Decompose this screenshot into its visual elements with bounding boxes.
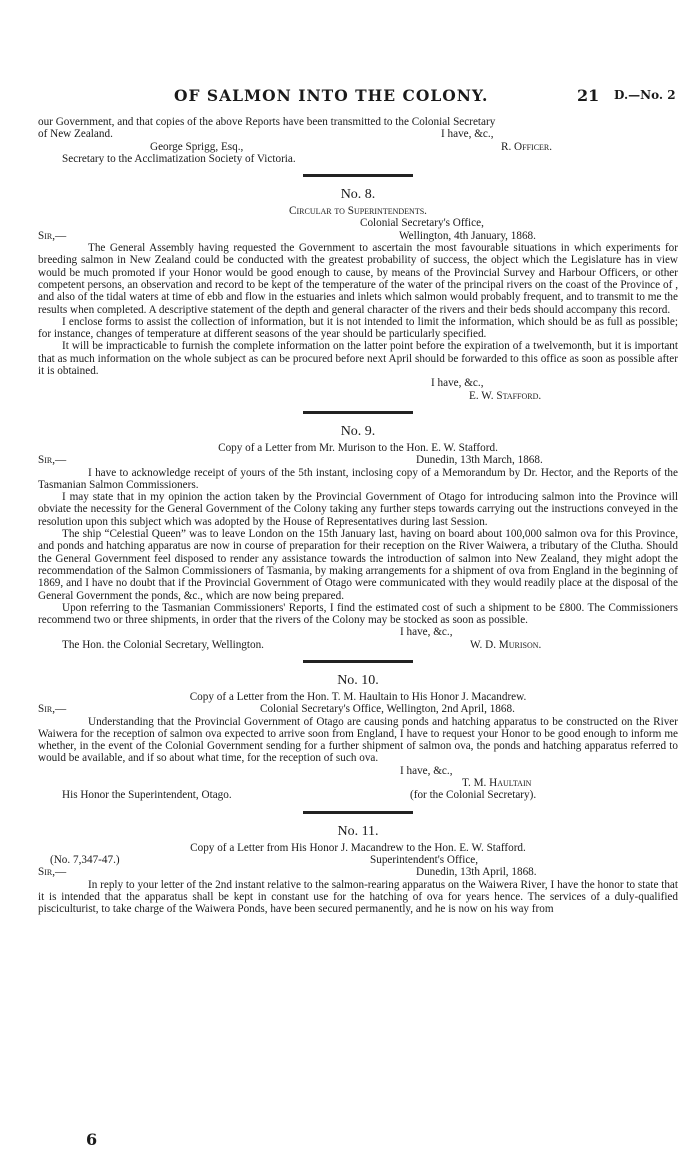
- section-divider: [303, 811, 413, 814]
- document-number: No. 10.: [337, 672, 379, 688]
- closing-row: [38, 639, 678, 651]
- printer-signature-mark: 6: [86, 1130, 98, 1149]
- office-line: Colonial Secretary's Office,: [360, 217, 484, 230]
- text-line: our Government, and that copies of the above Reports have been transmitted to the Colonial Secretary: [38, 116, 496, 128]
- text-line: of New Zealand.: [38, 128, 113, 141]
- paragraph: The General Assembly having requested the Government to ascertain the most favourable situations in which experiments for breeding salmon in New Zealand could be conducted with the greatest probability of success, the object which the Legislature has in view would be much promoted if your Honor would be good enough to cause, by means of the Provincial Survey and Harbour Officers, or other competent persons, an observation and record to be kept of the temperature of the water of the principal rivers on the coast of the Province of , and also of the tidal waters at time of ebb and flow in the estuaries and inlets which salmon would probably frequent, and to transmit to me the results when completed. A descriptive statement of the depth and general character of the rivers and their beds should accompany this record.: [38, 242, 678, 316]
- closing-row: [38, 777, 678, 789]
- document-title: Copy of a Letter from His Honor J. Macandrew to the Hon. E. W. Stafford.: [190, 841, 526, 854]
- closing-row: [38, 128, 678, 140]
- salutation: Sir,—: [38, 454, 67, 467]
- place-date: Wellington, 4th January, 1868.: [399, 229, 536, 242]
- signature: R. Officer.: [501, 140, 553, 153]
- paragraph: It will be impracticable to furnish the complete information on the latter point before the expiration of a twelvemonth, but it is important that as much information on the whole subject as can be procured before next April should be forwarded to this office as soon as possible after it is obtained.: [38, 340, 678, 378]
- document-number: No. 11.: [337, 823, 379, 839]
- closing-phrase: I have, &c.,: [431, 377, 484, 390]
- salutation: Sir,—: [38, 229, 67, 242]
- addressee: The Hon. the Colonial Secretary, Wellington.: [62, 638, 264, 651]
- salutation-row: [38, 703, 678, 715]
- closing-phrase: I have, &c.,: [400, 626, 453, 639]
- closing-phrase: I have, &c.,: [441, 128, 494, 141]
- place-date: Dunedin, 13th March, 1868.: [416, 454, 543, 467]
- closing-row: [38, 789, 678, 801]
- addressee: George Sprigg, Esq.,: [150, 140, 244, 153]
- page-header: [0, 86, 700, 110]
- paragraph: The ship “Celestial Queen” was to leave London on the 15th January last, having on board about 100,000 salmon ova for this Province, and ponds and hatching apparatus are now in course of preparation for their reception on the River Waiwera, a tributary of the Clutha. Should the General Government feel disposed to render any assistance towards the introduction of salmon into New Zealand, they might adopt the recommendation of the Salmon Commissioners of Tasmania, by making arrangements for a shipment of ova from England in the beginning of 1869, and I have no doubt that if the Provincial Government of Otago were communicated with they would readily place at the disposal of the General Government the ponds, &c., which are now being prepared.: [38, 528, 678, 602]
- signature: W. D. Murison.: [470, 638, 542, 651]
- reference-row: [38, 854, 678, 866]
- document-number: No. 8.: [340, 187, 376, 203]
- paragraph: I enclose forms to assist the collection of information, but it is not intended to limit the information, which should be as full as possible; for instance, changes of temperature at different seasons of the year should be particularly specified.: [38, 315, 678, 341]
- paragraph: I have to acknowledge receipt of yours of the 5th instant, inclosing copy of a Memorandum by Dr. Hector, and the Reports of the Tasmanian Salmon Commissioners.: [38, 466, 678, 491]
- salutation: Sir,—: [38, 866, 67, 879]
- page-number: 21: [577, 86, 600, 105]
- page-body: [38, 116, 678, 915]
- salutation-row: [38, 454, 678, 466]
- closing-row: [38, 626, 678, 638]
- place-date: Colonial Secretary's Office, Wellington, 2nd April, 1868.: [260, 703, 515, 716]
- running-title: OF SALMON INTO THE COLONY.: [174, 86, 489, 105]
- signature: E. W. Stafford.: [469, 389, 542, 402]
- section-divider: [303, 411, 413, 414]
- paragraph: In reply to your letter of the 2nd instant relative to the salmon-rearing apparatus on the Waiwera River, I have the honor to state that it is intended that the apparatus shall be kept in constant use for the hatching of ova for years hence. The services of a duly-qualified pisciculturist, to take charge of the Waiwera Ponds, have been secured permanently, and he is now on his way from: [38, 878, 678, 916]
- salutation-row: [38, 866, 678, 878]
- document-title: Copy of a Letter from the Hon. T. M. Haultain to His Honor J. Macandrew.: [189, 690, 527, 703]
- paragraph: Upon referring to the Tasmanian Commissioners' Reports, I find the estimated cost of such a shipment to be £800. The Commissioners recommend two or three shipments, in order that the rivers of the Colony may be stocked as soon as possible.: [38, 601, 678, 627]
- salutation-row: [38, 230, 678, 242]
- place-date: Dunedin, 13th April, 1868.: [416, 866, 537, 879]
- document-title: Circular to Superintendents.: [289, 205, 427, 218]
- section-divider: [303, 174, 413, 177]
- paragraph: Understanding that the Provincial Government of Otago are causing ponds and hatching apparatus to be constructed on the River Waiwera for the reception of salmon ova expected to arrive soon from England, I have to request your Honor to be good enough to inform me whether, in the event of the Colonial Government sending for a further shipment of salmon ova, the ponds and hatching apparatus referred to would be available, and if so about what time, for the reception of such ova.: [38, 715, 678, 765]
- closing-row: [38, 141, 678, 153]
- document-title: Copy of a Letter from Mr. Murison to the Hon. E. W. Stafford.: [218, 441, 498, 454]
- signer-note: (for the Colonial Secretary).: [410, 789, 537, 802]
- document-number: No. 9.: [340, 423, 376, 439]
- addressee: His Honor the Superintendent, Otago.: [62, 789, 232, 802]
- closing-phrase: I have, &c.,: [400, 764, 453, 777]
- addressee-title: Secretary to the Acclimatization Society of Victoria.: [62, 152, 296, 165]
- document-reference: D.—No. 2: [614, 88, 676, 102]
- paragraph: I may state that in my opinion the action taken by the Provincial Government of Otago for introducing salmon into the Province will obviate the necessity for the General Government of the Colony taking any further steps towards carrying out the instructions conveyed in the resolution upon this subject which was adopted by the House of Representatives during last Session.: [38, 491, 678, 528]
- reference-number: (No. 7,347-47.): [50, 853, 120, 866]
- closing-row: [38, 765, 678, 777]
- signature: T. M. Haultain: [462, 777, 532, 790]
- salutation: Sir,—: [38, 703, 67, 716]
- office-line: Superintendent's Office,: [370, 853, 479, 866]
- section-divider: [303, 660, 413, 663]
